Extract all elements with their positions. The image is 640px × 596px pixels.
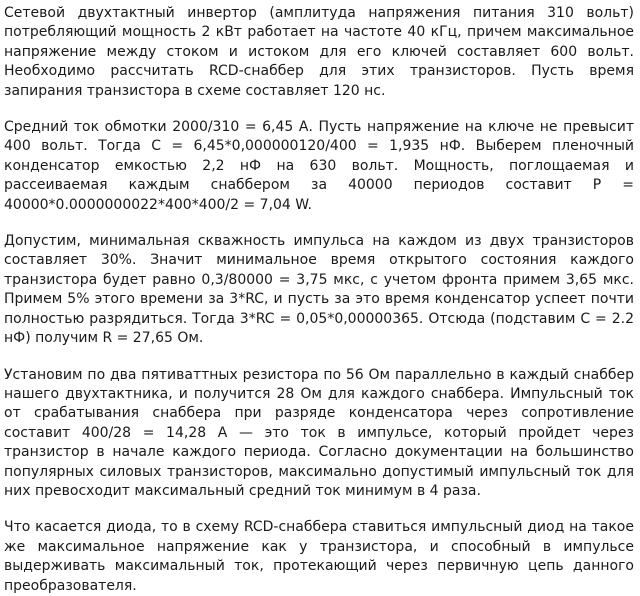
paragraph-diode-selection: Что касается диода, то в схему RCD-снаббера ставиться импульсный диод на такое же максимальное напряжение как у транзистора, и способный в импульсе выдерживать максимальный ток, протекающий через первичную цепь данного преобразователя. <box>4 519 634 594</box>
paragraph-resistor-selection: Установим по два пятиваттных резистора по 56 Ом параллельно в каждый снаббер нашего двухтактника, и получится 28 Ом для каждого снаббера. Импульсный ток от срабатывания снаббера при разряде конденсатора через сопротивление составит 400/28 = 14,28 А — это ток в импульсе, который пройдет через транзистор в начале каждого периода. Согласно документации на большинство популярных силовых транзисторов, максимально допустимый импульсный ток для них превосходит максимальный средний ток минимум в 4 раза. <box>4 366 634 499</box>
paragraph-capacitor-calculation: Средний ток обмотки 2000/310 = 6,45 А. Пусть напряжение на ключе не превысит 400 вольт. Тогда С = 6,45*0,000000120/400 = 1,935 нФ. Выберем пленочный конденсатор емкостью 2,2 нФ на 630 вольт. Мощность, поглощаемая и рассеиваемая каждым снаббером за 40000 периодов составит Р = 40000*0.0000000022*400*400/2 = 7,04 W. <box>4 119 634 213</box>
paragraph-resistor-calculation: Допустим, минимальная скважность импульса на каждом из двух транзисторов составляет 30%. Значит минимальное время открытого состояния каждого транзистора будет равно 0,3/80000 = 3,75 мкс, с учетом фронта примем 3,65 мкс. Примем 5% этого времени за 3*RC, и пусть за это время конденсатор успеет почти полностью разрядиться. Тогда 3*RC = 0,05*0,00000365. Отсюда (подставим С = 2.2 нФ) получим R = 27,65 Ом. <box>4 233 634 347</box>
paragraph-problem-statement: Сетевой двухтактный инвертор (амплитуда напряжения питания 310 вольт) потребляющий мощность 2 кВт работает на частоте 40 кГц, причем максимальное напряжение между стоком и истоком для его ключей составляет 600 вольт. Необходимо рассчитать RCD-снаббер для этих транзисторов. Пусть время запирания транзистора в схеме составляет 120 нс. <box>4 5 634 99</box>
